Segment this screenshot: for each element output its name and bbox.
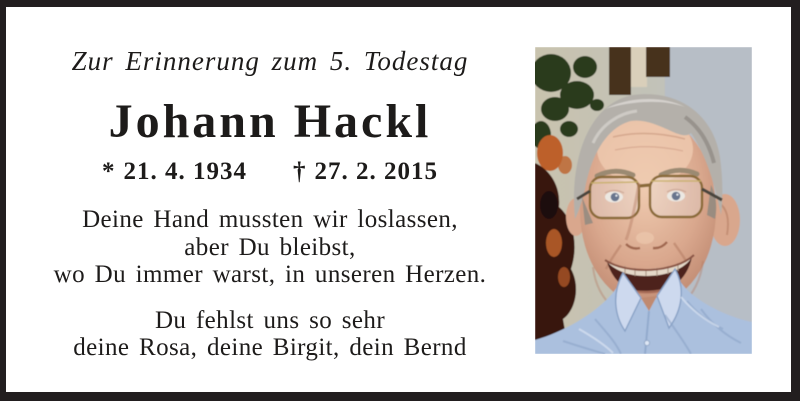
memorial-text-column xyxy=(10,7,530,392)
poem-line: aber Du bleibst, xyxy=(184,233,356,261)
birth-date xyxy=(102,158,247,186)
closing-line: deine Rosa, deine Birgit, dein Bernd xyxy=(73,334,467,361)
anniversary-header: Zur Erinnerung zum 5. Todestag xyxy=(71,46,469,76)
memorial-card xyxy=(6,7,791,392)
death-date-value: 27. 2. 2015 xyxy=(314,158,438,185)
closing-line: Du fehlst uns so sehr xyxy=(154,307,386,334)
deceased-name: Johann Hackl xyxy=(108,95,432,148)
portrait-photo xyxy=(535,47,752,354)
birth-star-symbol: * xyxy=(102,158,116,185)
memorial-poem xyxy=(10,206,530,289)
birth-date-value: 21. 4. 1934 xyxy=(123,158,247,185)
portrait-illustration xyxy=(535,47,752,354)
death-date xyxy=(293,158,438,186)
life-dates xyxy=(10,158,530,186)
closing-dedication xyxy=(10,307,530,361)
poem-line: Deine Hand mussten wir loslassen, xyxy=(82,206,458,233)
poem-line: wo Du immer warst, in unseren Herzen. xyxy=(53,261,487,288)
death-cross-symbol: † xyxy=(293,158,307,185)
